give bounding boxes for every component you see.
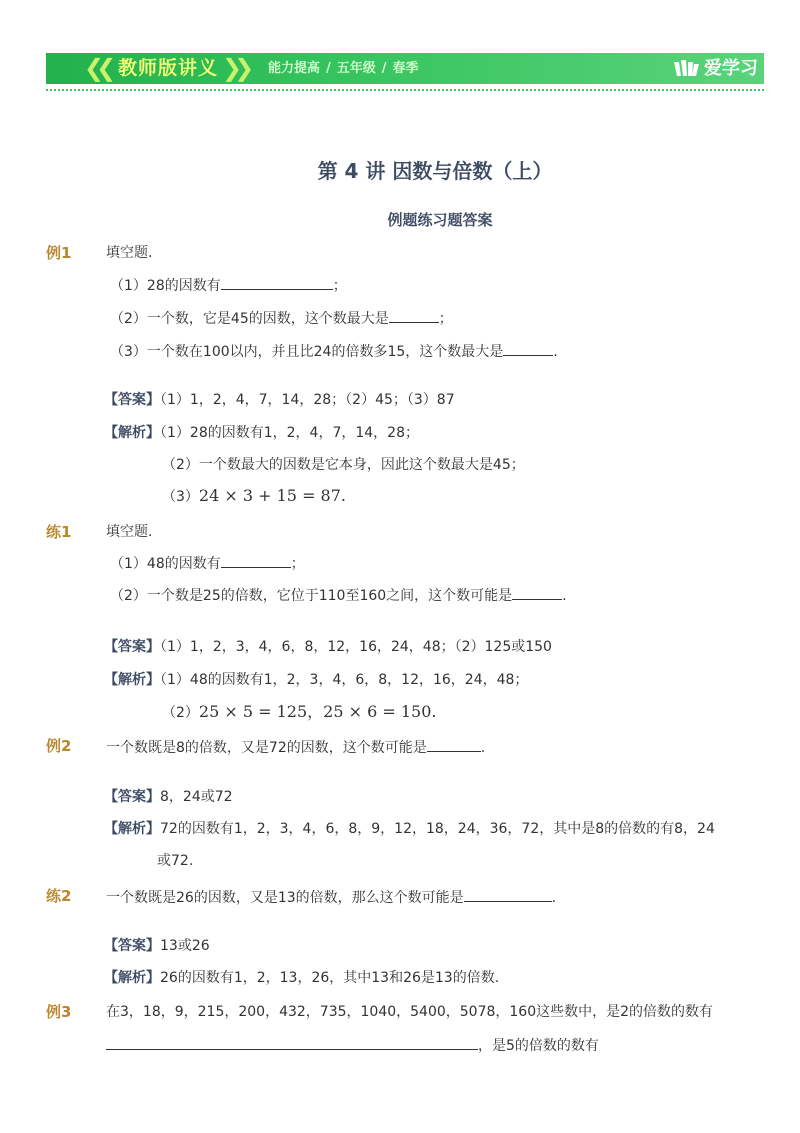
header-tags: 能力提高 / 五年级 / 春季 — [268, 61, 419, 76]
answer-tag: 【答案】 — [104, 789, 160, 805]
double-chevron-right-icon: ❯❯ — [222, 54, 247, 82]
lecture-title: 第 4 讲 因数与倍数（上） — [317, 159, 553, 183]
brand-logo-icon — [672, 58, 700, 80]
answer-blank — [427, 737, 481, 752]
example-1-analysis-1: 【解析】（1）28的因数有1，2，4，7，14，28； — [104, 425, 419, 441]
example-1-analysis-3: （3）24 × 3 + 15 = 87. — [162, 486, 346, 505]
tag-grade: 五年级 — [336, 61, 376, 76]
practice-1-analysis-1: 【解析】（1）48的因数有1，2，3，4，6，8，12，16，24，48； — [104, 672, 529, 688]
answer-blank — [503, 341, 553, 356]
example-1-question-1: （1）28的因数有 ； — [110, 275, 347, 295]
example-1-answer: 【答案】（1）1，2，4，7，14，28；（2）45；（3）87 — [104, 392, 455, 408]
practice-1-analysis-2: （2）25 × 5 = 125，25 × 6 = 150. — [162, 702, 437, 721]
analysis-tag: 【解析】 — [104, 970, 160, 986]
answer-blank — [512, 585, 562, 600]
example-2-label: 例2 — [46, 737, 72, 755]
tag-level: 能力提高 — [268, 61, 321, 76]
example-2-analysis-cont: 或72. — [157, 853, 194, 869]
example-3-question: 在3，18，9，215，200，432，735，1040，5400，5078，160这些数中，是2的倍数的数有 — [106, 1004, 714, 1020]
analysis-tag: 【解析】 — [104, 672, 160, 688]
answer-tag: 【答案】 — [104, 938, 160, 954]
example-1-analysis-2: （2）一个数最大的因数是它本身，因此这个数最大是45； — [162, 457, 525, 473]
brand-logo-text: 爱学习 — [704, 57, 758, 79]
brand-logo — [672, 57, 758, 80]
example-1-question-2: （2）一个数，它是45的因数，这个数最大是 ； — [110, 308, 453, 328]
example-1-question-3: （3）一个数在100以内，并且比24的倍数多15，这个数最大是 . — [110, 341, 558, 361]
practice-1-prompt: 填空题. — [106, 524, 153, 540]
analysis-tag: 【解析】 — [104, 821, 160, 837]
practice-1-question-2: （2）一个数是25的倍数，它位于110至160之间，这个数可能是 . — [110, 585, 567, 605]
answer-blank — [464, 887, 552, 902]
answer-blank — [389, 308, 439, 323]
math-expression: 24 × 3 + 15 = 87. — [198, 486, 346, 505]
example-1-prompt: 填空题. — [106, 245, 153, 261]
analysis-tag: 【解析】 — [104, 425, 160, 441]
double-chevron-left-icon: ❮❮ — [84, 54, 109, 82]
header-banner — [46, 53, 764, 84]
practice-1-label: 练1 — [46, 523, 72, 541]
section-subtitle: 例题练习题答案 — [387, 211, 493, 229]
example-2-analysis: 【解析】72的因数有1，2，3，4，6，8，9，12，18，24，36，72，其中是8的倍数的有8，24 — [104, 821, 715, 837]
practice-2-analysis: 【解析】26的因数有1，2，13，26，其中13和26是13的倍数. — [104, 970, 500, 986]
example-3-label: 例3 — [46, 1003, 72, 1021]
header-divider — [46, 89, 764, 91]
answer-blank — [221, 553, 291, 568]
example-2-answer: 【答案】8，24或72 — [104, 789, 233, 805]
tag-season: 春季 — [392, 61, 419, 76]
answer-blank — [221, 275, 333, 290]
answer-blank — [106, 1035, 478, 1050]
practice-2-question: 一个数既是26的因数，又是13的倍数，那么这个数可能是 . — [106, 887, 556, 907]
math-expression: 25 × 5 = 125，25 × 6 = 150. — [198, 702, 437, 721]
answer-tag: 【答案】 — [104, 639, 160, 655]
example-2-question: 一个数既是8的倍数，又是72的因数，这个数可能是 . — [106, 737, 485, 757]
practice-1-question-1: （1）48的因数有 ； — [110, 553, 305, 573]
practice-2-label: 练2 — [46, 887, 72, 905]
practice-2-answer: 【答案】13或26 — [104, 938, 210, 954]
example-3-question-cont: ，是5的倍数的数有 — [106, 1035, 599, 1055]
answer-tag: 【答案】 — [104, 392, 160, 408]
example-1-label: 例1 — [46, 244, 72, 262]
practice-1-answer: 【答案】（1）1，2，3，4，6，8，12，16，24，48；（2）125或150 — [104, 639, 552, 655]
header-title: 教师版讲义 — [118, 57, 219, 79]
